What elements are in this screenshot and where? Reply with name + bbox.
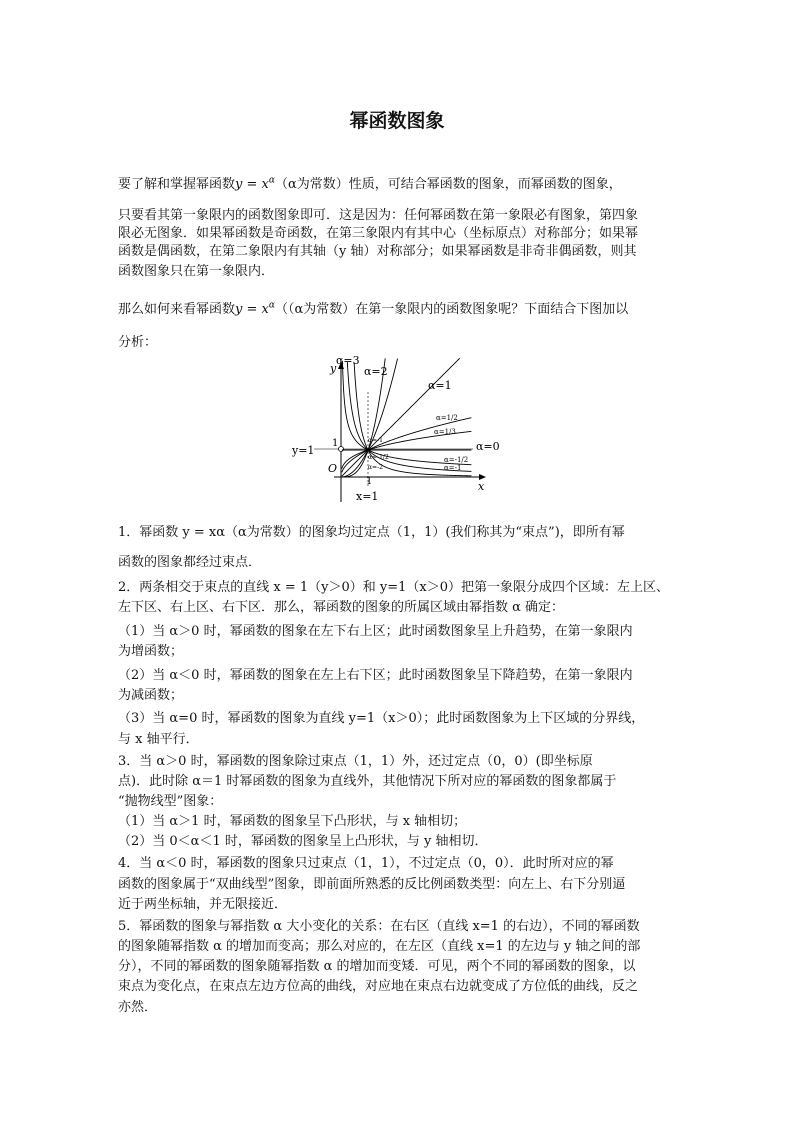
curve-label-alpha-3: α=3 (336, 354, 360, 367)
intro-text: 要了解和掌握幂函数 (118, 177, 236, 192)
question-line-1 (118, 298, 678, 317)
intro-line-5: 函数图象只在第一象限内． (118, 264, 275, 279)
page-title: 幂函数图象 (349, 110, 445, 132)
point-line: 与 x 轴平行． (118, 732, 199, 747)
intro-text: （ (274, 177, 288, 192)
point-line: 亦然． (118, 1000, 158, 1015)
question-line-2: 分析： (118, 335, 158, 350)
point-line: 束点为变化点，在束点左边方位高的曲线，对应地在束点右边就变成了方位低的曲线，反之 (118, 979, 639, 994)
exponent-alpha: α (268, 175, 275, 186)
point-line: 为增函数； (118, 644, 184, 659)
question-text: （ (274, 302, 288, 317)
curve-label-alpha-half: α=1/2 (436, 414, 458, 422)
point-line: （2）当 0＜α＜1 时，幂函数的图象呈上凸形状，与 y 轴相切． (118, 834, 488, 849)
x-axis-label: x (478, 480, 485, 493)
axes (314, 362, 486, 502)
curve-label-alpha-neg-1: α=-1 (444, 464, 462, 472)
point-line: 的图象随幂指数 α 的增加而变高；那么对应的，在左区（直线 x=1 的左边与 y 轴之间的部 (118, 939, 641, 954)
point-line: 左下区、右上区、右下区．那么，幂函数的图象的所属区域由幂指数 α 确定： (118, 600, 565, 615)
var-y: y (235, 177, 243, 192)
inner-label-neg-1: α=-1 (368, 437, 383, 444)
intro-line-3: 限必无图象．如果幂函数是奇函数，在第三象限内有其中心（坐标原点）对称部分；如果幂 (118, 226, 639, 241)
x-eq-1-label: x=1 (356, 490, 379, 503)
point-line: （2）当 α＜0 时，幂函数的图象在左上右下区；此时函数图象呈下降趋势，在第一象限内 (118, 668, 633, 683)
point-line: 分），不同的幂函数的图象随幂指数 α 的增加而变矮．可见，两个不同的幂函数的图象，以 (118, 959, 636, 974)
equals: = (242, 302, 262, 317)
point-line: （1）当 α＞1 时，幂函数的图象呈下凸形状，与 x 轴相切； (118, 814, 467, 829)
point-line: 1．幂函数 y = xα（α为常数）的图象均过定点（1，1）(我们称其为“束点”)，即所有幂 (118, 525, 625, 540)
one-x-label: 1 (366, 476, 373, 487)
y-eq-1-label: y=1 (292, 444, 315, 457)
var-y: y (235, 302, 243, 317)
hollow-point (339, 447, 344, 452)
origin-label: O (328, 462, 338, 475)
point-line: 为减函数； (118, 688, 184, 703)
question-text: （α为常数）在第一象限内的函数图象呢？下面结合下图加以 (287, 302, 629, 317)
graph-labels (291, 354, 500, 503)
curve-label-alpha-neg-half: α=-1/2 (444, 456, 469, 464)
curve-label-alpha-1: α=1 (428, 379, 452, 392)
one-y-label: 1 (332, 438, 339, 449)
point-line: 函数的图象都经过束点． (118, 555, 262, 570)
var-x: x (261, 177, 269, 192)
intro-line-2: 只要看其第一象限内的函数图象即可．这是因为：任何幂函数在第一象限必有图象，第四象 (118, 208, 639, 223)
question-text: 那么如何来看幂函数 (118, 302, 236, 317)
point-line: 3．当 α＞0 时，幂函数的图象除过束点（1，1）外，还过定点（0，0）(即坐标原 (118, 754, 593, 769)
curve-label-alpha-2: α=2 (364, 365, 388, 378)
intro-text: α为常数）性质，可结合幂函数的图象，而幂函数的图象， (287, 177, 622, 192)
power-function-graph (288, 352, 508, 504)
point-line: “抛物线型”图象： (118, 794, 223, 809)
point-line: 2．两条相交于束点的直线 x = 1（y＞0）和 y=1（x＞0）把第一象限分成四个区域：左上区、 (118, 580, 670, 595)
point-line: （3）当 α=0 时，幂函数的图象为直线 y=1（x＞0）；此时函数图象为上下区域的分界线， (118, 711, 645, 726)
inner-label-neg-half: α=-1/2 (368, 454, 389, 461)
intro-line-4: 函数是偶函数，在第二象限内有其轴（y 轴）对称部分；如果幂函数是非奇非偶函数，则其 (118, 244, 637, 259)
point-line: （1）当 α＞0 时，幂函数的图象在左下右上区；此时函数图象呈上升趋势，在第一象限内 (118, 624, 633, 639)
point-line: 点)．此时除 α＝1 时幂函数的图象为直线外，其他情况下所对应的幂函数的图象都属于 (118, 774, 617, 789)
exponent-alpha: α (268, 300, 275, 311)
y-axis-label: y (330, 362, 337, 375)
var-x: x (261, 302, 269, 317)
inner-label-neg-2: α=-2 (368, 464, 383, 471)
curve-label-alpha-third: α=1/3 (434, 428, 456, 436)
curve-label-alpha-0: α=0 (476, 440, 500, 453)
point-line: 4．当 α＜0 时，幂函数的图象只过束点（1，1），不过定点（0，0）．此时所对应的幂 (118, 856, 614, 871)
equals: = (242, 177, 262, 192)
point-line: 函数的图象属于“双曲线型”图象，即前面所熟悉的反比例函数类型：向左上、右下分别逼 (118, 877, 626, 892)
point-line: 5．幂函数的图象与幂指数 α 大小变化的关系：在右区（直线 x=1 的右边），不同的幂函数 (118, 919, 640, 934)
point-line: 近于两坐标轴，并无限接近． (118, 897, 288, 912)
intro-line-1 (118, 173, 678, 192)
